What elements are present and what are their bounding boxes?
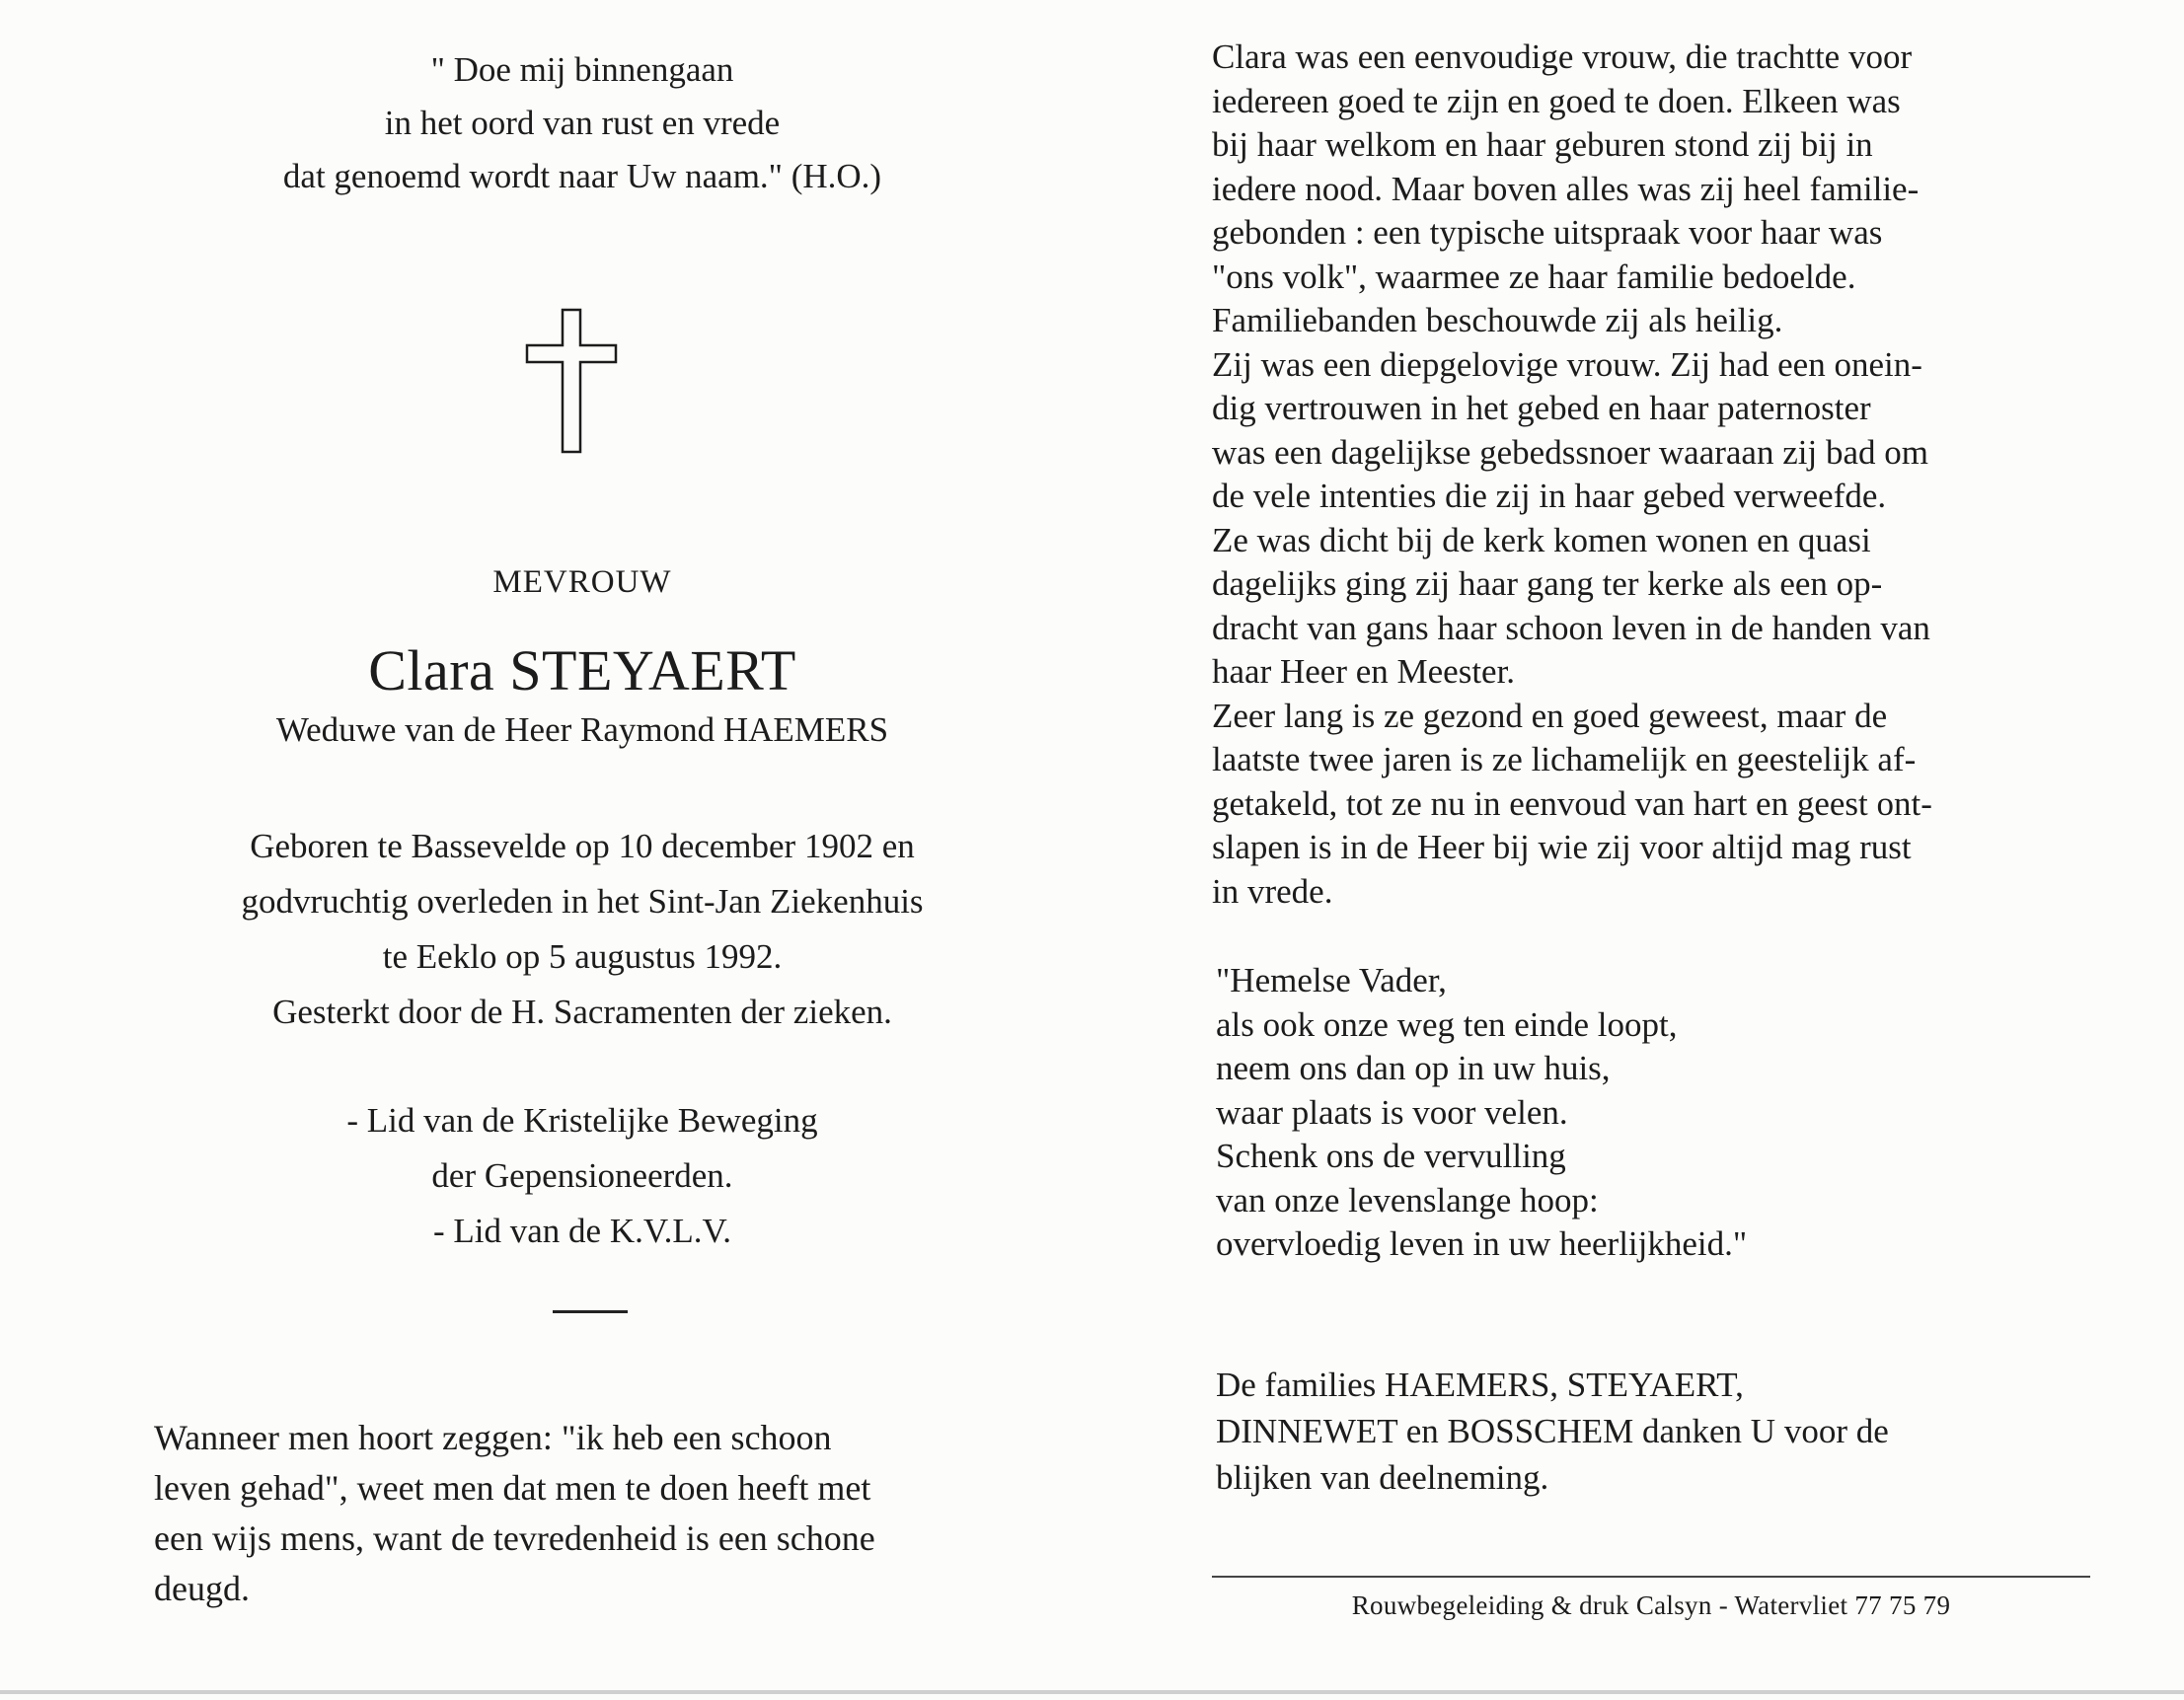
biography-line: dig vertrouwen in het gebed en haar paternoster: [1212, 389, 1871, 427]
saying-line: Wanneer men hoort zeggen: "ik heb een schoon: [154, 1418, 832, 1457]
thanks-line: blijken van deelneming.: [1216, 1458, 1549, 1497]
prayer-line: "Hemelse Vader,: [1216, 961, 1447, 999]
biography-line: laatste twee jaren is ze lichamelijk en geestelijk af-: [1212, 740, 1917, 778]
saying-line: leven gehad", weet men dat men te doen heeft met: [154, 1468, 871, 1508]
divider-dash: [553, 1310, 628, 1313]
biography-line: Clara was een eenvoudige vrouw, die trachtte voor: [1212, 37, 1913, 76]
prayer-line: neem ons dan op in uw huis,: [1216, 1049, 1611, 1087]
thanks-line: DINNEWET en BOSSCHEM danken U voor de: [1216, 1412, 1889, 1450]
quote-line: dat genoemd wordt naar Uw naam." (H.O.): [282, 157, 882, 195]
honorific-title: MEVROUW: [492, 564, 672, 600]
biography: [1212, 36, 2130, 914]
widow-of: Weduwe van de Heer Raymond HAEMERS: [275, 710, 889, 749]
biography-line: dracht van gans haar schoon leven in de handen van: [1212, 608, 1930, 647]
biography-line: dagelijks ging zij haar gang ter kerke als een op-: [1212, 564, 1883, 603]
membership-line: der Gepensioneerden.: [431, 1156, 733, 1195]
biography-line: "ons volk", waarmee ze haar familie bedoelde.: [1212, 257, 1856, 296]
membership-line: - Lid van de K.V.L.V.: [432, 1212, 731, 1250]
card-edge: [0, 1690, 2184, 1694]
quote-line: in het oord van rust en vrede: [384, 104, 781, 142]
biography-line: iedere nood. Maar boven alles was zij heel familie-: [1212, 169, 1920, 208]
opening-quote: [148, 43, 1017, 203]
biography-line: in vrede.: [1212, 871, 1333, 911]
family-thanks: [1216, 1362, 2104, 1501]
birth-death-info: [148, 819, 1017, 1040]
biography-line: slapen is in de Heer bij wie zij voor altijd mag rust: [1212, 828, 1912, 866]
birth-death-line: Gesterkt door de H. Sacramenten der zieken.: [272, 993, 892, 1031]
biography-line: getakeld, tot ze nu in eenvoud van hart en geest ont-: [1212, 783, 1932, 823]
biography-line: Familiebanden beschouwde zij als heilig.: [1212, 301, 1783, 339]
biography-line: Zij was een diepgelovige vrouw. Zij had een onein-: [1212, 344, 1922, 384]
thanks-line: De families HAEMERS, STEYAERT,: [1216, 1366, 1744, 1404]
saying-line: een wijs mens, want de tevredenheid is een schone: [154, 1518, 875, 1558]
biography-line: Zeer lang is ze gezond en goed geweest, maar de: [1212, 696, 1888, 735]
saying-line: deugd.: [154, 1569, 250, 1608]
cross-icon: [523, 308, 622, 456]
biography-line: de vele intenties die zij in haar gebed verweefde.: [1212, 477, 1887, 515]
birth-death-line: Geboren te Bassevelde op 10 december 1902 en: [250, 827, 915, 865]
birth-death-line: godvruchtig overleden in het Sint-Jan Ziekenhuis: [241, 882, 924, 921]
membership-line: - Lid van de Kristelijke Beweging: [346, 1101, 818, 1140]
prayer: [1216, 959, 2104, 1267]
prayer-line: van onze levenslange hoop:: [1216, 1180, 1599, 1220]
biography-line: bij haar welkom en haar geburen stond zij bij in: [1212, 125, 1873, 164]
deceased-name: Clara STEYAERT: [368, 638, 796, 702]
printer-credit: Rouwbegeleiding & druk Calsyn - Watervliet 77 75 79: [1351, 1590, 1951, 1620]
biography-line: iedereen goed te zijn en goed te doen. Elkeen was: [1212, 81, 1901, 120]
footer-rule: [1212, 1576, 2090, 1578]
prayer-line: waar plaats is voor velen.: [1216, 1092, 1568, 1132]
biography-line: haar Heer en Meester.: [1212, 652, 1516, 691]
quote-line: " Doe mij binnengaan: [430, 50, 734, 89]
prayer-line: Schenk ons de vervulling: [1216, 1137, 1566, 1175]
prayer-line: als ook onze weg ten einde loopt,: [1216, 1004, 1678, 1044]
birth-death-line: te Eeklo op 5 augustus 1992.: [382, 937, 783, 976]
saying-paragraph: [154, 1413, 1042, 1614]
biography-line: Ze was dicht bij de kerk komen wonen en quasi: [1212, 520, 1871, 559]
memberships: [148, 1093, 1017, 1259]
prayer-line: overvloedig leven in uw heerlijkheid.": [1216, 1224, 1748, 1263]
biography-line: was een dagelijkse gebedssnoer waaraan zij bad om: [1212, 432, 1928, 472]
biography-line: gebonden : een typische uitspraak voor haar was: [1212, 213, 1883, 252]
